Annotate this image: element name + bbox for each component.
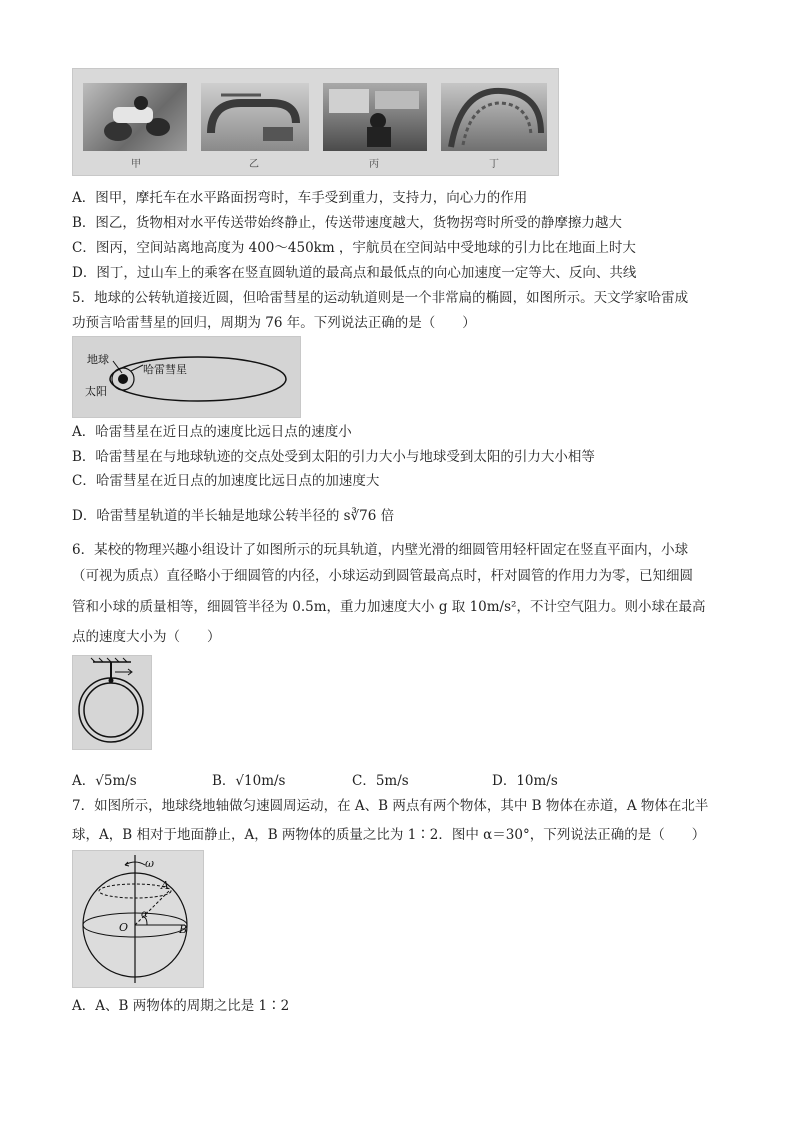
q5-option-a: A．哈雷彗星在近日点的速度比远日点的速度小 bbox=[72, 424, 352, 440]
caption-bing: 丙 bbox=[369, 159, 379, 170]
label-omega: ω bbox=[145, 857, 154, 870]
tube-ring-diagram bbox=[73, 656, 151, 749]
label-earth: 地球 bbox=[87, 353, 109, 366]
q6-stem-line4: 点的速度大小为（ ） bbox=[72, 629, 221, 645]
label-sun: 太阳 bbox=[85, 385, 107, 398]
q7-earth-figure bbox=[72, 850, 204, 988]
label-a: A bbox=[161, 879, 169, 892]
halley-orbit-diagram bbox=[73, 337, 300, 417]
q6-option-b: B．√10m/s bbox=[212, 773, 286, 789]
top-figure bbox=[72, 68, 559, 176]
earth-rotation-diagram bbox=[73, 851, 203, 987]
q5-stem-line2: 功预言哈雷彗星的回归，周期为 76 年。下列说法正确的是（ ） bbox=[72, 315, 476, 331]
label-b: B bbox=[179, 923, 188, 936]
astronaut-icon bbox=[323, 83, 427, 151]
q4-option-a: A．图甲，摩托车在水平路面拐弯时，车手受到重力，支持力，向心力的作用 bbox=[72, 190, 528, 206]
q6-option-c: C．5m/s bbox=[352, 773, 409, 789]
label-o: O bbox=[119, 921, 129, 934]
label-comet: 哈雷彗星 bbox=[143, 363, 187, 376]
photo-conveyor bbox=[201, 83, 309, 151]
q4-option-d: D．图丁，过山车上的乘客在竖直圆轨道的最高点和最低点的向心加速度一定等大、反向、共线 bbox=[72, 265, 637, 281]
q5-orbit-figure bbox=[72, 336, 301, 418]
photo-motorcycle bbox=[83, 83, 187, 151]
q6-option-d: D．10m/s bbox=[492, 773, 558, 789]
q7-stem-line1: 7．如图所示，地球绕地轴做匀速圆周运动，在 A、B 两点有两个物体，其中 B 物体在赤道，A 物体在北半 bbox=[72, 798, 709, 814]
motorcycle-icon bbox=[83, 83, 187, 151]
photo-space-station bbox=[323, 83, 427, 151]
q4-option-b: B．图乙，货物相对水平传送带始终静止，传送带速度越大，货物拐弯时所受的静摩擦力越大 bbox=[72, 215, 622, 231]
q5-option-b: B．哈雷彗星在与地球轨迹的交点处受到太阳的引力大小与地球受到太阳的引力大小相等 bbox=[72, 449, 595, 465]
q7-option-a: A．A、B 两物体的周期之比是 1∶2 bbox=[72, 998, 290, 1014]
q6-option-a: A．√5m/s bbox=[72, 773, 137, 789]
q4-option-c: C．图丙，空间站离地高度为 400～450km ，宇航员在空间站中受地球的引力比在地面上时大 bbox=[72, 240, 636, 256]
label-alpha: α bbox=[141, 909, 148, 920]
conveyor-icon bbox=[201, 83, 309, 151]
q5-option-c: C．哈雷彗星在近日点的加速度比远日点的加速度大 bbox=[72, 473, 380, 489]
q6-ring-figure bbox=[72, 655, 152, 750]
q6-stem-line2: （可视为质点）直径略小于细圆管的内径，小球运动到圆管最高点时，杆对圆管的作用力为零，已知细圆 bbox=[72, 568, 693, 584]
photo-roller-coaster bbox=[441, 83, 547, 151]
roller-coaster-icon bbox=[441, 83, 547, 151]
q5-option-d: D．哈雷彗星轨道的半长轴是地球公转半径的 s∛76 倍 bbox=[72, 508, 395, 524]
q7-stem-line2: 球，A，B 相对于地面静止，A，B 两物体的质量之比为 1∶2．图中 α＝30°，下列说法正确的是（ ） bbox=[72, 827, 706, 843]
caption-yi: 乙 bbox=[249, 159, 259, 170]
q6-stem-line1: 6．某校的物理兴趣小组设计了如图所示的玩具轨道，内壁光滑的细圆管用轻杆固定在竖直平面内，小球 bbox=[72, 542, 689, 558]
q5-stem-line1: 5．地球的公转轨道接近圆，但哈雷彗星的运动轨道则是一个非常扁的椭圆，如图所示。天文学家哈雷成 bbox=[72, 290, 689, 306]
caption-ding: 丁 bbox=[489, 159, 499, 170]
q6-stem-line3: 管和小球的质量相等，细圆管半径为 0.5m，重力加速度大小 g 取 10m/s²，不计空气阻力。则小球在最高 bbox=[72, 599, 706, 615]
caption-jia: 甲 bbox=[131, 159, 141, 170]
